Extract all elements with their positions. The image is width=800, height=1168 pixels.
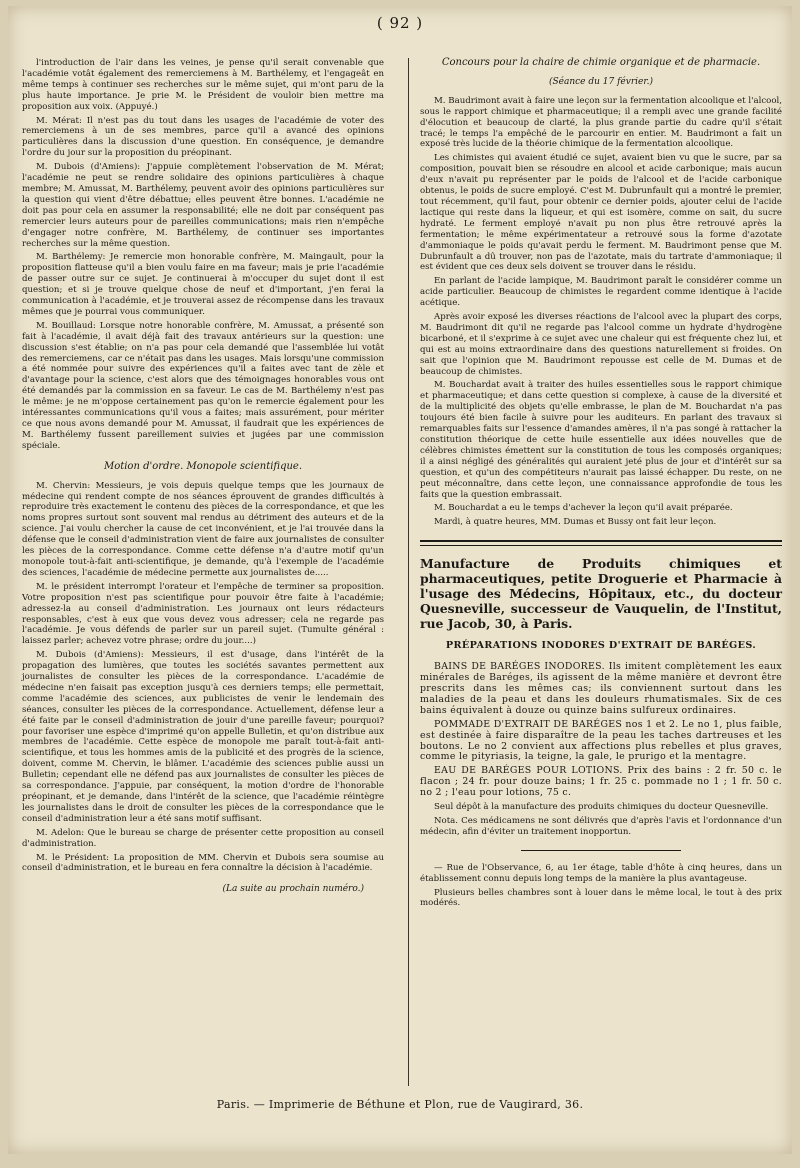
ad-nota: Nota. Ces médicamens ne sont délivrés que d'après l'avis et l'ordonnance d'un médecin, afin d'éviter un traitement inopportun. [420,815,782,837]
paragraph: M. Dubois (d'Amiens): J'appuie complètement l'observation de M. Mérat; l'académie ne peut se rendre solidaire des opinions particulières à chaque membre; M. Amussat, M. Barthélemy, peuvent avoir des opinions particulières sur la question qui vient d'être débattue; elles peuvent être bonnes. L'académie ne doit pas pour cela en assumer la responsabilité; elle ne doit par conséquent pas remercier leurs auteurs pour de pareilles communications; mais rien n'empêche d'engager notre confrère, M. Barthélemy, de continuer ses importantes recherches sur la même question. [22,162,384,249]
ad-paragraph: POMMADE D'EXTRAIT DE BARÉGES nos 1 et 2. Le no 1, plus faible, est destinée à faire disparaître de la peau les taches dartreuses et les boutons. Le no 2 convient aux affections plus rebelles et plus graves, comme le pityriasis, la teigne, la gale, le prurigo et la mentagre. [420,718,782,763]
paragraph: M. le Président: La proposition de MM. Chervin et Dubois sera soumise au conseil d'administration, et le bureau en fera connaître la décision à l'académie. [22,852,384,874]
newspaper-page [8,6,792,1154]
paragraph: M. Bouillaud: Lorsque notre honorable confrère, M. Amussat, a présenté son fait à l'académie, il avait déjà fait des travaux antérieurs sur la question: une discussion s'est établie; on n'a pas pour cela demandé que l'assemblée lui votât des remerciemens, car ce n'était pas dans les usages. Mais lorsqu'une commission a été nommée pour suivre des expériences qu'il a faites avec tant de zèle et d'avantage pour la science, c'est alors que des témoignages honorables vous ont été demandés par la commission en sa faveur. Le cas de M. Barthélemy n'est pas le même: je ne m'oppose certainement pas qu'on le remercie également pour les intéressantes communications qu'il vous a faites; mais assurément, pour mériter ce que nous avons demandé pour M. Amussat, il faudrait que les expériences de M. Barthélemy fussent pareillement suivies et jugées par une commission spéciale. [22,320,384,451]
paragraph: M. le président interrompt l'orateur et l'empêche de terminer sa proposition. Votre proposition n'est pas scientifique pour pouvoir être faite à l'académie; adressez-la au conseil d'administration. Les journaux ont leurs rédacteurs responsables, c'est à eux que vous devez vous adresser; cela ne regarde pas l'académie. Je vous défends de parler sur un pareil sujet. (Tumulte général : laissez parler; achevez votre phrase; ordre du jour....) [22,581,384,647]
ad-paragraph: Seul dépôt à la manufacture des produits chimiques du docteur Quesneville. [434,802,769,813]
section-title: Concours pour la chaire de chimie organique et de pharmacie. [441,57,761,68]
motion-title: Motion d'ordre. Monopole scientifique. [103,460,303,472]
paragraph: M. Chervin: Messieurs, je vois depuis quelque temps que les journaux de médecine qui rendent compte de nos séances éprouvent de grandes difficultés à reproduire très exactement le contenu des pièces de la correspondance, et que les noms propres surtout sont souvent mal rendus au détriment des auteurs et de la science. J'ai voulu chercher la cause de cet inconvénient, et je l'ai trouvée dans la défense que le conseil d'administration vient de faire aux journalistes de consulter les pièces de la correspondance. Comme cette défense n'a d'autre motif qu'un monopole tout-à-fait anti-scientifique, je demande, qu'à l'exemple de l'académie des sciences, l'académie de médecine permette aux journalistes de..... [22,480,384,578]
paragraph: M. Adelon: Que le bureau se charge de présenter cette proposition au conseil d'administration. [22,827,384,849]
right-column [420,58,782,912]
column-divider [408,58,409,1086]
paragraph: Mardi, à quatre heures, MM. Dumas et Bussy ont fait leur leçon. [434,517,717,528]
paragraph: M. Baudrimont avait à faire une leçon sur la fermentation alcoolique et l'alcool, sous le rapport chimique et pharmaceutique; il a rempli avec une grande facilité d'élocution et beaucoup de clarté, la plus grande partie du cadre qu'il s'était tracé; le temps l'a empêché de le parcourir en entier. M. Baudrimont a fait un exposé très lucide de la théorie chimique de la fermentation alcoolique. [420,95,782,150]
ad-paragraph: EAU DE BARÉGES POUR LOTIONS. Prix des bains : 2 fr. 50 c. le flacon ; 24 fr. pour douze bains; 1 fr. 25 c. pommade no 1 ; 1 fr. 50 c. no 2 ; l'eau pour lotions, 75 c. [420,765,782,799]
ad-paragraph: — Rue de l'Observance, 6, au 1er étage, table d'hôte à cinq heures, dans un établissement connu depuis long temps de la manière la plus avantageuse. [420,862,782,884]
advertisement-heading: PRÉPARATIONS INODORES D'EXTRAIT DE BARÉGES. [445,640,757,652]
to-be-continued: (La suite au prochain numéro.) [222,884,364,895]
paragraph: Les chimistes qui avaient étudié ce sujet, avaient bien vu que le sucre, par sa composition, pouvait bien se résoudre en alcool et acide carbonique; mais aucun d'eux n'avait pu représenter par le poids de l'alcool et de l'acide carbonique obtenus, le poids de sucre employé. C'est M. Dubrunfault qui a montré le premier, tout récemment, qu'il faut, pour obtenir ce dernier poids, ajouter celui de l'acide lactique qui reste dans la liqueur, et qui est isomère, comme on sait, du sucre hydraté. Le ferment employé n'avait pu non plus être retrouvé après la fermentation; le même expérimentateur a retrouvé sous la forme d'azotate d'ammoniaque le poids qu'avait perdu le ferment. M. Baudrimont pense que M. Dubrunfault a dû trouver, non pas de l'azotate, mais du tartrate d'ammoniaque; il est évident que ces deux sels doivent se trouver dans le résidu. [420,153,782,273]
paragraph: Après avoir exposé les diverses réactions de l'alcool avec la plupart des corps, M. Baudrimont dit qu'il ne regarde pas l'alcool comme un hydrate d'hydrogène bicarboné, et il s'exprime à ce sujet avec une chaleur qui est fréquente chez lui, et qui est au moins extraordinaire dans des questions naturellement si froides. On sait que l'opinion que M. Baudrimont repousse est celle de M. Dumas et de beaucoup de chimistes. [420,312,782,377]
advertisement-title: Manufacture de Produits chimiques et pharmaceutiques, petite Droguerie et Pharmacie à l'usage des Médecins, Hôpitaux, etc., du docteur Quesneville, successeur de Vauquelin, de l'Institut, rue Jacob, 30, à Paris. [420,556,782,632]
session-date: (Séance du 17 février.) [548,76,654,87]
separator-line [521,850,681,851]
paragraph: M. Mérat: Il n'est pas du tout dans les usages de l'académie de voter des remerciemens à un de ses membres, parce qu'il a avancé des opinions particulières dans la discussion d'une question. En conséquence, je demandre l'ordre du jour sur la proposition du préopinant. [22,115,384,159]
ad-paragraph: BAINS DE BARÉGES INODORES. Ils imitent complètement les eaux minérales de Baréges, ils agissent de la même manière et devront être prescrits dans les mêmes cas; ils conviennent surtout dans les maladies de la peau et dans les douleurs rhumatismales. Six de ces bains équivalent à douze ou quinze bains sulfureux ordinaires. [420,661,782,716]
left-column [22,58,384,898]
paragraph: M. Barthélemy: Je remercie mon honorable confrère, M. Maingault, pour la proposition flatteuse qu'il a bien voulu faire en ma faveur; mais je prie l'académie de passer outre sur ce sujet. Je continuerai à m'occuper du sujet dont il est question; et si je trouve quelque chose de neuf et d'important, j'en ferai la communication à l'académie, et je trouverai assez de récompense dans les travaux mêmes que je pourrai vous communiquer. [22,252,384,317]
paragraph: M. Bouchardat a eu le temps d'achever la leçon qu'il avait préparée. [434,503,733,514]
paragraph: M. Dubois (d'Amiens): Messieurs, il est d'usage, dans l'intérêt de la propagation des lumières, que toutes les sociétés savantes permettent aux journalistes de consulter les pièces de la correspondance. L'académie de médecine n'en faisait pas exception jusqu'à ces derniers temps; elle permettait, comme l'académie des sciences, aux publicistes de venir le lendemain des séances, consulter les pièces de la correspondance. Actuellement, défense leur a été faite par le conseil d'administration de jouir d'une pareille faveur; pourquoi? pour favoriser une espèce d'imprimé qu'on appelle Bulletin, et qu'on distribue aux membres de l'académie. Cette espèce de monopole me paraît tout-à-fait anti-scientifique, et tous les hommes amis de la publicité et des progrès de la science, doivent, comme M. Chervin, le blâmer. L'académie des sciences publie aussi un Bulletin; cependant elle ne défend pas aux journalistes de consulter les pièces de sa correspondance. J'appuie, par conséquent, la motion d'ordre de l'honorable préopinant, et je demande, dans l'intérêt de la science, que l'académie réintègre les journalistes dans le droit de consulter les pièces de la correspondance que le conseil d'administration leur a été sans motif suffisant. [22,650,384,824]
paragraph: En parlant de l'acide lampique, M. Baudrimont paraît le considérer comme un acide particulier. Beaucoup de chimistes le regardent comme identique à l'acide acétique. [420,276,782,309]
page-number: ( 92 ) [376,14,424,32]
printer-footer: Paris. — Imprimerie de Béthune et Plon, rue de Vaugirard, 36. [216,1098,584,1111]
advertisement-rule [420,540,782,546]
paragraph: l'introduction de l'air dans les veines, je pense qu'il serait convenable que l'académie votât également des remerciemens à M. Barthélemy, et l'engageât en même temps à continuer ses recherches sur le même sujet, qui m'ont paru de la plus haute importance. Je prie M. le Président de vouloir bien mettre ma proposition aux voix. (Appuyé.) [22,58,384,112]
paragraph: M. Bouchardat avait à traiter des huiles essentielles sous le rapport chimique et pharmaceutique; et dans cette question si complexe, à cause de la diversité et de la multiplicité des objets qu'elle embrasse, le plan de M. Bouchardat n'a pas toujours été bien facile à suivre pour les auditeurs. En parlant des travaux si remarquables faits sur l'essence d'amandes amères, il n'a pas songé à rattacher la constitution théorique de cette huile essentielle aux idées nouvelles que de célèbres chimistes émettent sur la constitution de tous les composés organiques; il a ainsi négligé des généralités qui auraient jeté plus de jour et d'intérêt sur sa question, et qu'un des compétiteurs n'aurait pas laissé échapper. Du reste, on ne peut méconnaître, dans cette leçon, une connaissance approfondie de tous les faits que la question embrassait. [420,380,782,500]
ad-paragraph: Plusieurs belles chambres sont à louer dans le même local, le tout à des prix modérés. [420,887,782,909]
